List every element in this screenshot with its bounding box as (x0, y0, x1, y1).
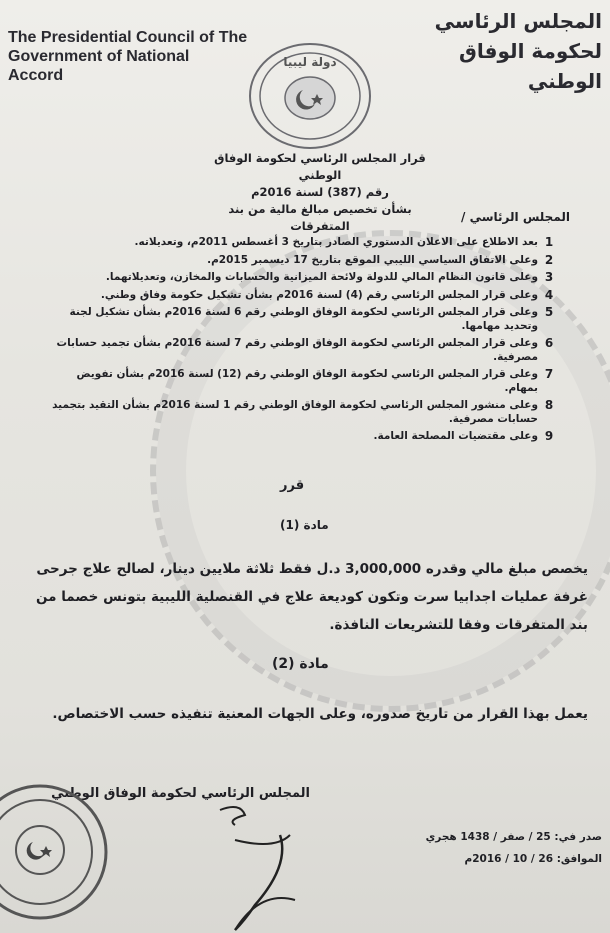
decision-title-block (200, 150, 440, 235)
recital-number: 2 (544, 252, 554, 267)
recital-item (50, 236, 560, 250)
corresponding-date: 26 / 10 / 2016م (464, 853, 554, 865)
corresponding-label: الموافق: (556, 853, 602, 865)
recital-item (50, 306, 560, 333)
recital-item (50, 254, 560, 268)
recital-number: 7 (544, 367, 554, 381)
handwritten-signature-icon (190, 800, 310, 933)
recital-item (50, 399, 560, 426)
english-header (8, 28, 248, 85)
state-seal-icon (245, 40, 375, 152)
recital-item (50, 368, 560, 395)
recital-number: 5 (544, 305, 554, 319)
recital-number: 9 (544, 429, 554, 443)
arabic-header (402, 6, 602, 96)
seal-text: دولة ليبيا (283, 55, 337, 69)
article1-text: يخصص مبلغ مالي وقدره 3,000,000 د.ل فقط ثلاثة ملايين دينار، لصالح علاج جرحى غرفة عمليات اجدابيا سرت وتكون كوديعة علاج في القنصلية الليبية بتونس خصما من بند المتفرقات وفقا للتشريعات النافذة. (36, 561, 588, 633)
article2-title: مادة (2) (272, 656, 329, 672)
recital-item (50, 337, 560, 364)
english-header-line2: Government of National Accord (8, 48, 190, 84)
decision-title: قرار المجلس الرئاسي لحكومة الوفاق الوطني (214, 151, 426, 182)
recital-text: وعلى قرار المجلس الرئاسي لحكومة الوفاق الوطني رقم 7 لسنة 2016م بشأن تجميد حسابات مصرفية. (56, 337, 538, 363)
council-label: المجلس الرئاسي / (461, 210, 570, 224)
recital-number: 1 (544, 235, 554, 249)
arabic-header-line1: المجلس الرئاسي (434, 9, 602, 33)
corresponding-row (300, 848, 602, 870)
issued-row (300, 826, 602, 848)
recital-text: وعلى قانون النظام المالي للدولة ولائحة الميزانية والحسابات والمخازن، وتعديلاتهما. (105, 271, 538, 283)
recital-text: وعلى قرار المجلس الرئاسي لحكومة الوفاق الوطني رقم 6 لسنة 2016م بشأن تشكيل لجنة وتحديد مهامها. (69, 306, 538, 332)
recitals-list (50, 236, 560, 448)
issued-label: صدر في: (554, 831, 602, 843)
article2-text: يعمل بهذا القرار من تاريخ صدوره، وعلى الجهات المعنية تنفيذه حسب الاختصاص. (52, 706, 588, 722)
decided-heading: قرر (280, 478, 305, 493)
recital-number: 6 (544, 336, 554, 350)
recital-text: وعلى قرار المجلس الرئاسي لحكومة الوفاق الوطني رقم (12) لسنة 2016م بشأن تفويض بمهام. (76, 368, 538, 394)
signer: المجلس الرئاسي لحكومة الوفاق الوطني (51, 786, 310, 801)
dates-block (300, 826, 602, 870)
recital-text: وعلى قرار المجلس الرئاسي رقم (4) لسنة 2016م بشأن تشكيل حكومة وفاق وطني. (100, 288, 538, 301)
recital-item (50, 289, 560, 303)
decision-number: رقم (387) لسنة 2016م (251, 185, 389, 199)
recital-number: 4 (544, 287, 554, 302)
issued-date: 25 / صفر / 1438 هجري (425, 831, 551, 843)
english-header-line1: The Presidential Council of The (8, 29, 248, 46)
recital-text: وعلى منشور المجلس الرئاسي لحكومة الوفاق الوطني رقم 1 لسنة 2016م بشأن التقيد بتجميد حسابات مصرفية. (52, 399, 538, 425)
recital-text: بعد الاطلاع على الاعلان الدستوري الصادر بتاريخ 3 أغسطس 2011م، وتعديلاته. (134, 236, 538, 248)
recital-text: وعلى مقتضيات المصلحة العامة. (373, 430, 538, 442)
arabic-header-line2: لحكومة الوفاق الوطني (459, 39, 602, 93)
recital-item (50, 430, 560, 444)
decision-subject: بشأن تخصيص مبالغ مالية من بند المتفرقات (228, 202, 412, 233)
article1-title: مادة (1) (280, 518, 329, 532)
bottom-seal-icon (0, 770, 110, 933)
recital-text: وعلى الاتفاق السياسي الليبي الموقع بتاريخ 17 ديسمبر 2015م. (207, 253, 538, 266)
recital-item (50, 271, 560, 285)
recital-number: 3 (544, 270, 554, 284)
recital-number: 8 (544, 398, 554, 412)
